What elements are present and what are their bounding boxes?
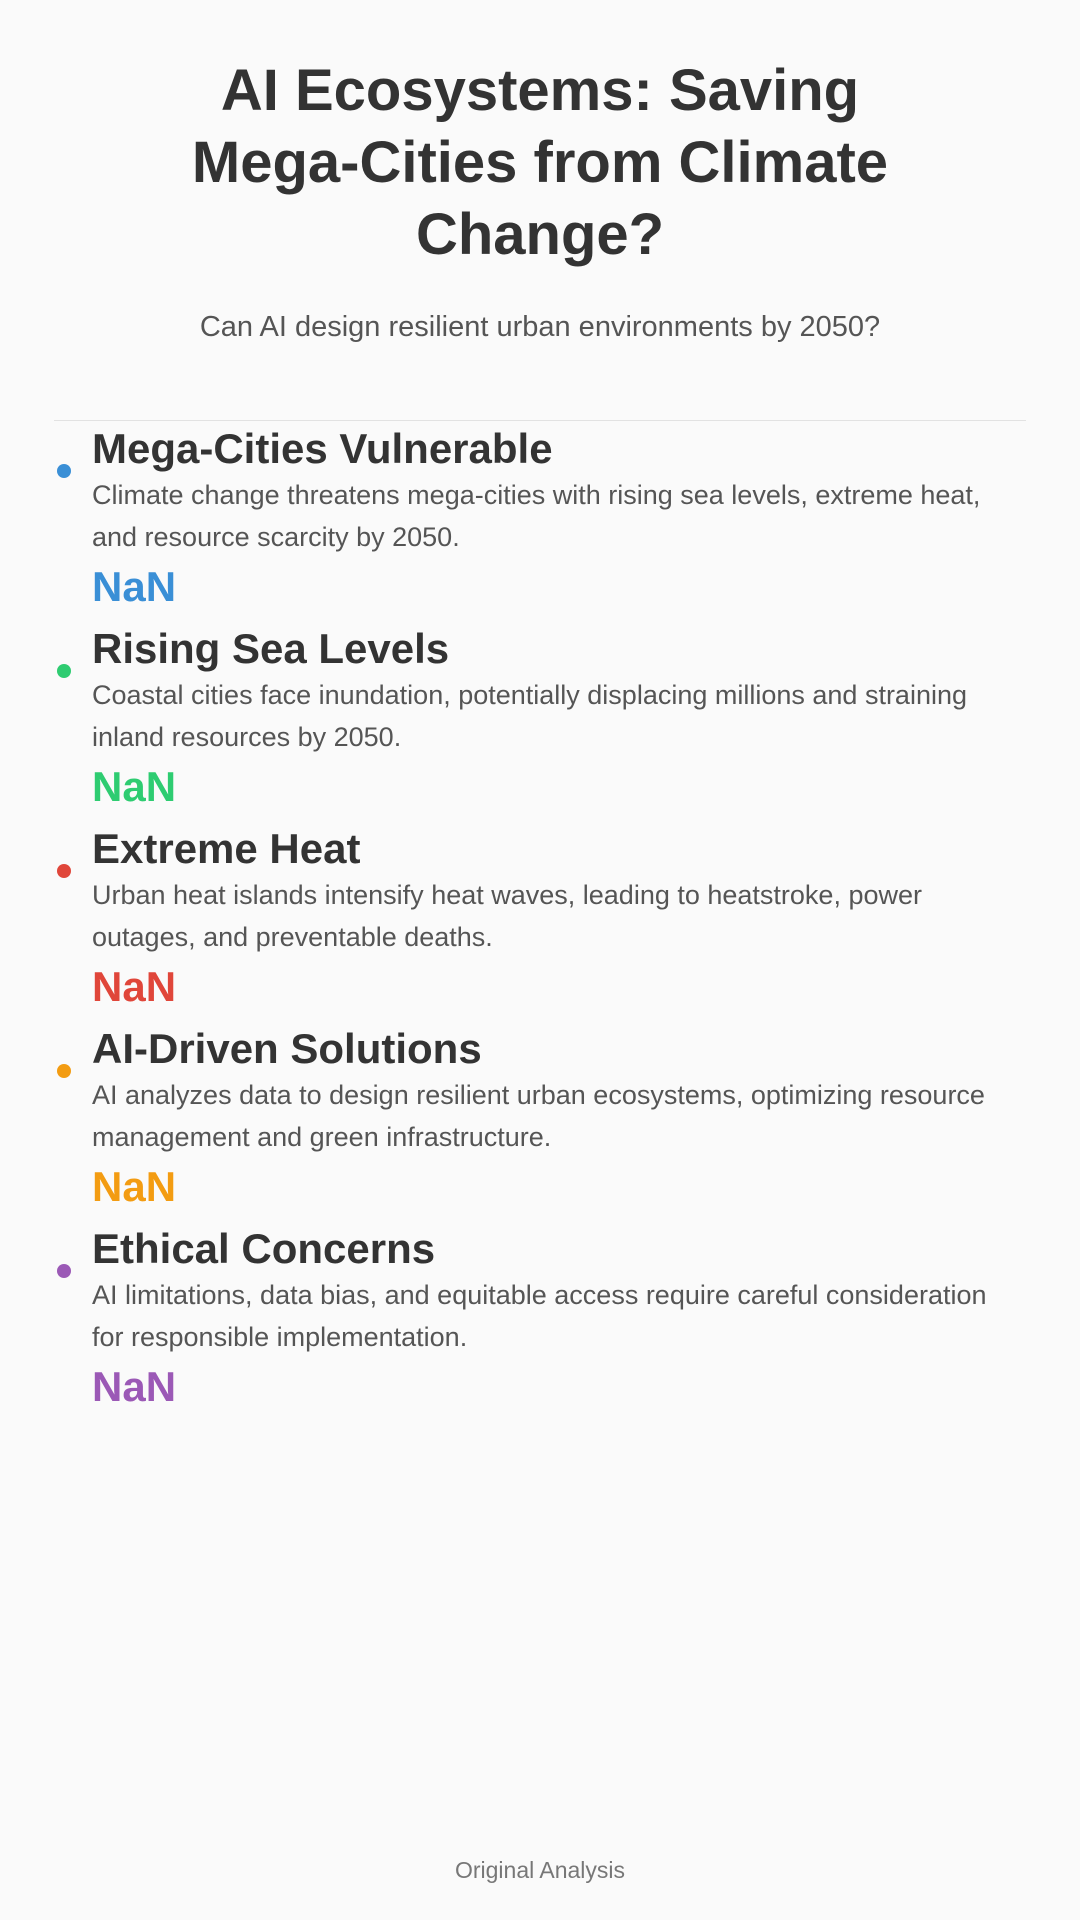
list-item-value: NaN [92,563,177,610]
list-item-title: AI-Driven Solutions [92,1025,482,1072]
bullet-dot-icon [57,864,71,878]
list-item-value: NaN [92,1163,177,1210]
bullet-dot-icon [57,464,71,478]
list-item-title: Ethical Concerns [92,1225,436,1272]
list-item [54,624,1026,824]
list-item-body [92,824,1022,1012]
list-item-value: NaN [92,963,177,1010]
list-item-value: NaN [92,763,177,810]
page-header [54,55,1026,345]
list-item-title: Mega-Cities Vulnerable [92,425,553,472]
list-item-description: Climate change threatens mega-cities with rising sea levels, extreme heat, and resource scarcity by 2050. [92,480,981,552]
list-item-value: NaN [92,1363,177,1410]
list-item-description: AI analyzes data to design resilient urban ecosystems, optimizing resource management and green infrastructure. [92,1080,985,1152]
list-item-body [92,1024,1022,1212]
header-divider [54,420,1026,421]
list-item [54,1024,1026,1224]
key-points-list [54,424,1026,1424]
list-item [54,1224,1026,1424]
source-footer: Original Analysis [454,1857,626,1883]
list-item-title: Rising Sea Levels [92,625,450,672]
bullet-dot-icon [57,1064,71,1078]
list-item-body [92,424,1022,612]
page-subtitle: Can AI design resilient urban environments by 2050? [199,311,881,343]
list-item-title: Extreme Heat [92,825,361,872]
list-item-description: AI limitations, data bias, and equitable access require careful consideration for responsible implementation. [92,1280,987,1352]
page-title: AI Ecosystems: Saving Mega-Cities from Climate Change? [191,58,889,267]
list-item-description: Urban heat islands intensify heat waves, leading to heatstroke, power outages, and preventable deaths. [92,880,922,952]
list-item-body [92,624,1022,812]
list-item-body [92,1224,1022,1412]
bullet-dot-icon [57,664,71,678]
bullet-dot-icon [57,1264,71,1278]
list-item-description: Coastal cities face inundation, potentially displacing millions and straining inland resources by 2050. [92,680,967,752]
list-item [54,424,1026,624]
list-item [54,824,1026,1024]
